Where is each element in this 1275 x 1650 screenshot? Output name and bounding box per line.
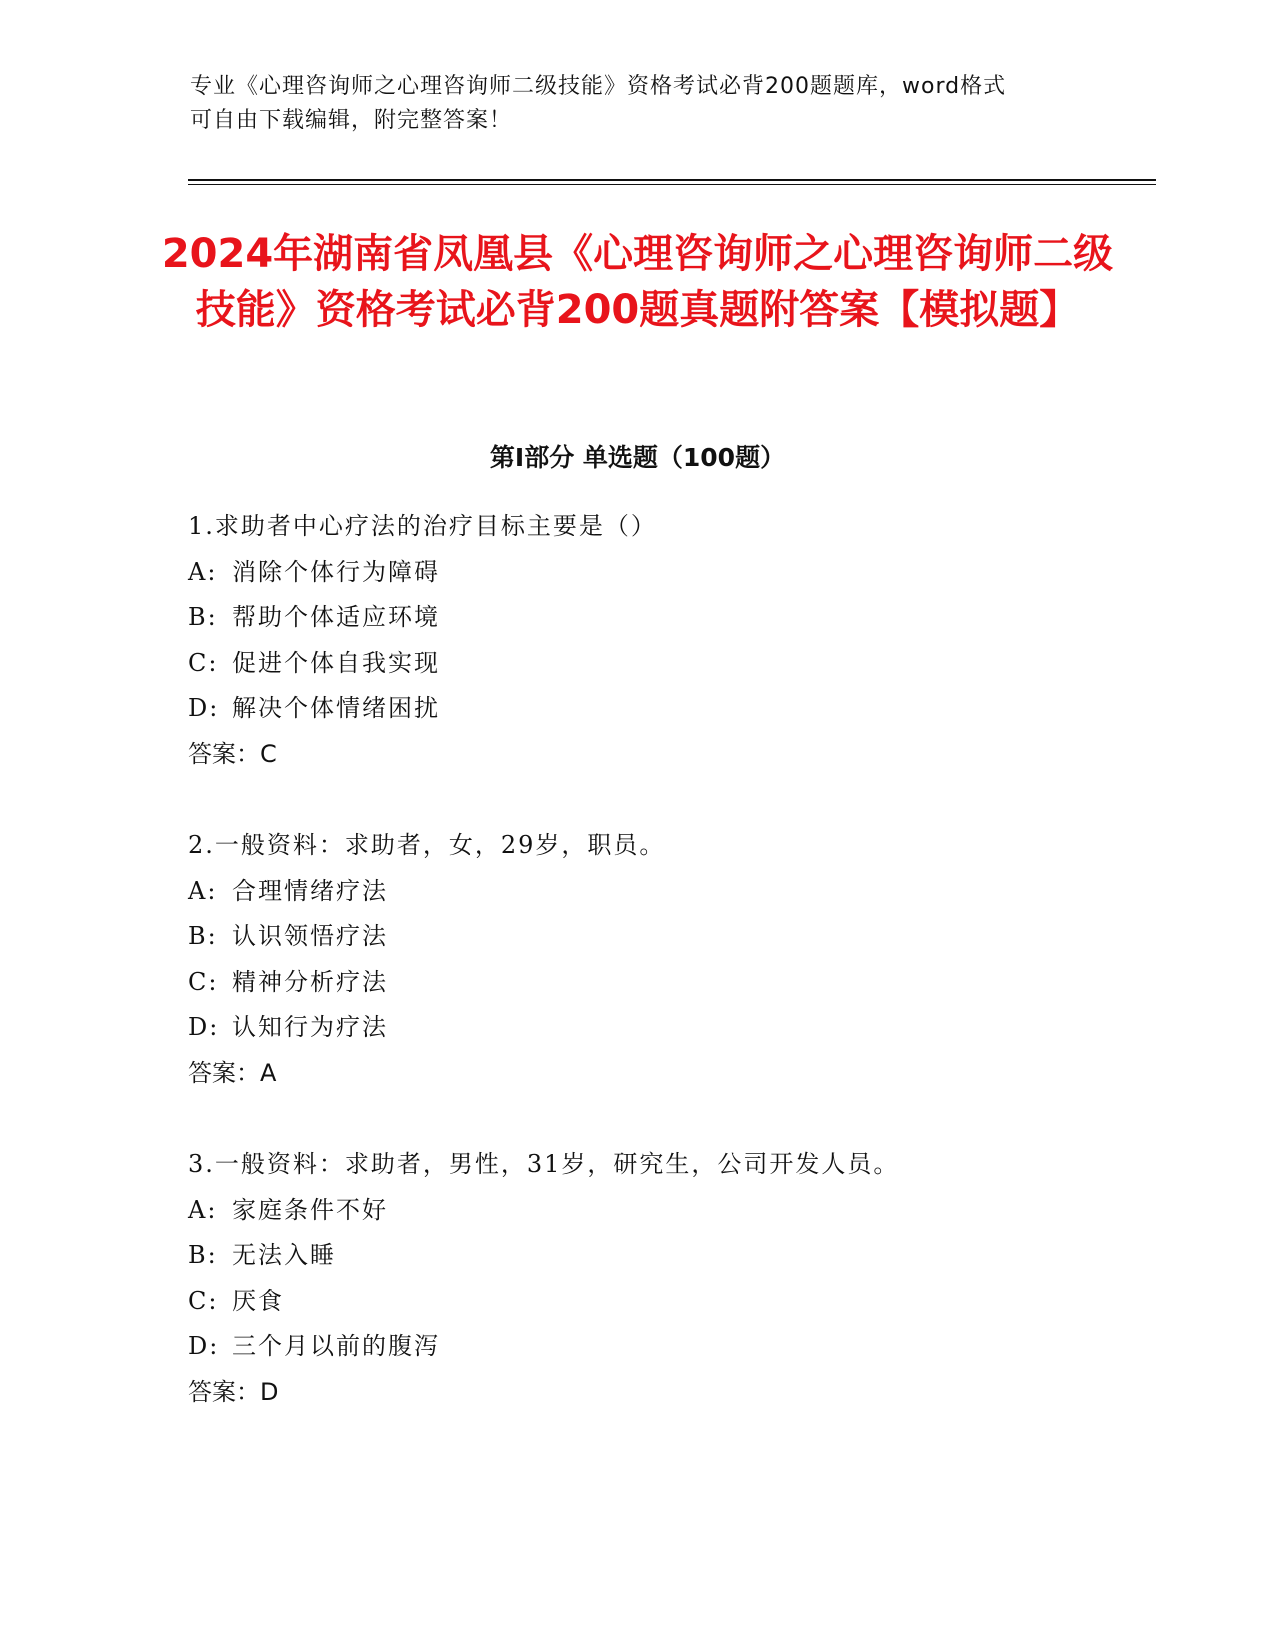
option-c (188, 960, 1138, 1006)
option-key: A: (188, 557, 218, 586)
option-text: 消除个体行为障碍 (232, 557, 440, 586)
answer: 答案：C (188, 739, 277, 768)
option-text: 合理情绪疗法 (232, 876, 388, 905)
question-stem: 3.一般资料：求助者，男性，31岁，研究生，公司开发人员。 (188, 1150, 900, 1178)
option-key: C: (188, 648, 219, 677)
option-key: B: (188, 922, 218, 950)
option-c (188, 641, 1138, 687)
option-d (188, 1324, 1138, 1370)
question-stem: 2.一般资料：求助者，女，29岁，职员。 (188, 831, 666, 859)
header-note-line-2: 可自由下载编辑，附完整答案！ (190, 108, 513, 133)
option-c (188, 1279, 1138, 1325)
option-text: 精神分析疗法 (232, 967, 388, 996)
question-3 (188, 1142, 1138, 1415)
option-text: 解决个体情绪困扰 (232, 694, 440, 722)
header-note (190, 70, 1090, 138)
option-b (188, 595, 1138, 641)
option-a (188, 550, 1138, 596)
option-key: A: (188, 876, 218, 905)
header-rule-thin (188, 184, 1156, 185)
section-title: 第Ⅰ部分 单选题（100题） (489, 443, 786, 472)
question-2 (188, 823, 1138, 1096)
option-key: C: (188, 1286, 219, 1315)
option-text: 认知行为疗法 (232, 1013, 388, 1041)
answer: 答案：A (188, 1058, 277, 1087)
header-note-line-1: 专业《心理咨询师之心理咨询师二级技能》资格考试必背200题题库，word格式 (190, 74, 1007, 99)
option-key: A: (188, 1195, 218, 1224)
option-key: B: (188, 603, 218, 631)
option-text: 三个月以前的腹泻 (232, 1332, 440, 1360)
header-rule-thick (188, 179, 1156, 181)
option-key: D: (188, 694, 220, 722)
question-1 (188, 504, 1138, 777)
document-title: 2024年湖南省凤凰县《心理咨询师之心理咨询师二级技能》资格考试必背200题真题附答案【模拟题】 (161, 231, 1114, 333)
answer: 答案：D (188, 1377, 279, 1406)
option-b (188, 914, 1138, 960)
option-key: D: (188, 1332, 220, 1360)
option-key: B: (188, 1241, 218, 1269)
option-a (188, 1188, 1138, 1234)
option-text: 无法入睡 (232, 1241, 336, 1269)
option-key: D: (188, 1013, 220, 1041)
option-text: 厌食 (232, 1286, 284, 1315)
question-stem: 1.求助者中心疗法的治疗目标主要是（） (188, 512, 657, 540)
option-a (188, 869, 1138, 915)
option-b (188, 1233, 1138, 1279)
option-text: 认识领悟疗法 (232, 922, 388, 950)
option-text: 家庭条件不好 (232, 1195, 388, 1224)
option-d (188, 686, 1138, 732)
option-text: 促进个体自我实现 (232, 648, 440, 677)
option-text: 帮助个体适应环境 (232, 603, 440, 631)
option-key: C: (188, 967, 219, 996)
option-d (188, 1005, 1138, 1051)
